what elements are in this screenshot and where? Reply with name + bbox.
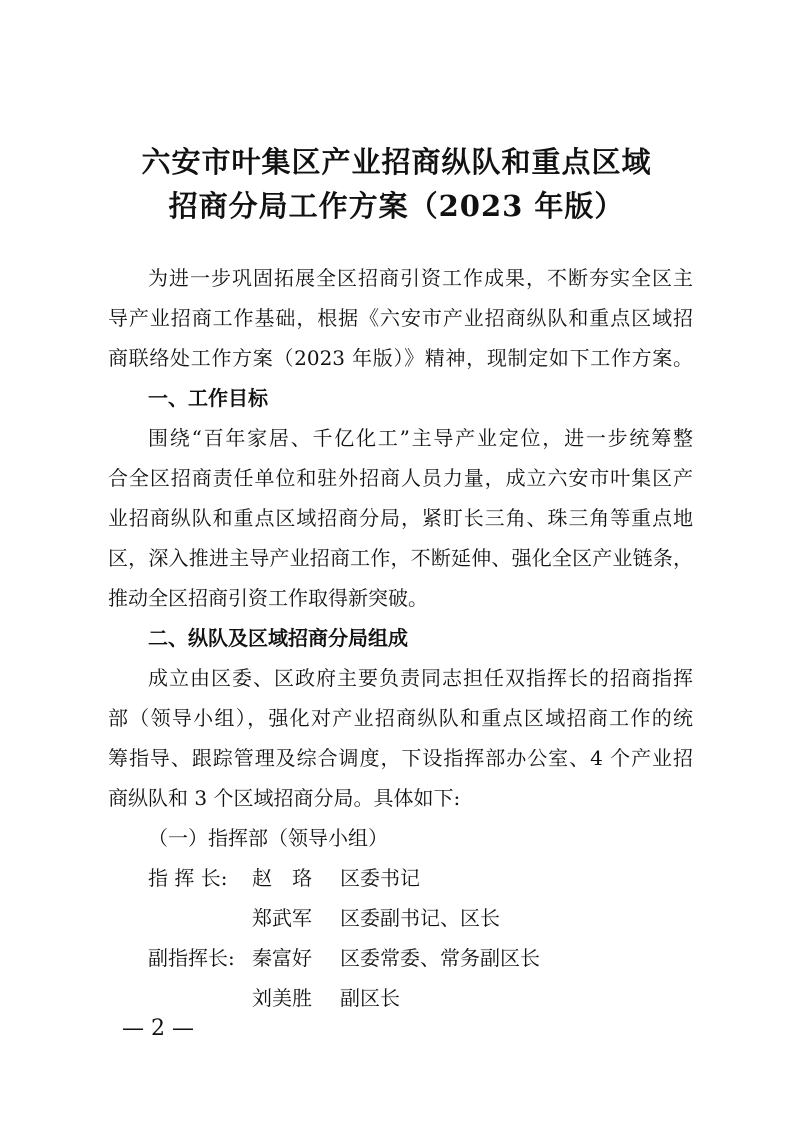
intro-line-2: 导产业招商工作基础，根据《六安市产业招商纵队和重点区域招 <box>108 306 693 330</box>
document-title-line-1: 六安市叶集区产业招商纵队和重点区域 <box>141 145 652 179</box>
deputy-2-name: 刘美胜 <box>252 986 312 1010</box>
commander-2-name: 郑武军 <box>252 906 312 930</box>
section-1-line-5: 推动全区招商引资工作取得新突破。 <box>108 586 428 610</box>
section-2-line-4: 商纵队和 3 个区域招商分局。具体如下: <box>108 786 461 810</box>
section-2-line-2: 部（领导小组），强化对产业招商纵队和重点区域招商工作的统 <box>108 706 693 730</box>
section-2-line-1: 成立由区委、区政府主要负责同志担任双指挥长的招商指挥 <box>148 666 693 690</box>
subsection-1-heading: （一）指挥部（领导小组） <box>148 826 388 850</box>
section-1-line-4: 区，深入推进主导产业招商工作，不断延伸、强化全区产业链条， <box>108 546 693 570</box>
commander-1-name: 赵 珞 <box>252 866 312 890</box>
section-1-line-2: 合全区招商责任单位和驻外招商人员力量，成立六安市叶集区产 <box>108 466 693 490</box>
deputy-1-title: 区委常委、常务副区长 <box>340 946 540 970</box>
intro-line-3: 商联络处工作方案（2023 年版）》精神，现制定如下工作方案。 <box>108 346 693 370</box>
section-1-line-1: 围绕“百年家居、千亿化工”主导产业定位，进一步统筹整 <box>148 426 693 450</box>
document-title-line-2: 招商分局工作方案（2023 年版） <box>168 189 625 223</box>
commander-role-label: 指 挥 长: <box>148 866 228 890</box>
section-2-line-3: 筹指导、跟踪管理及综合调度，下设指挥部办公室、4 个产业招 <box>108 746 693 770</box>
page-number: — 2 — <box>122 1016 194 1041</box>
commander-2-title: 区委副书记、区长 <box>340 906 500 930</box>
deputy-2-title: 副区长 <box>340 986 400 1010</box>
intro-line-1: 为进一步巩固拓展全区招商引资工作成果，不断夯实全区主 <box>148 266 693 290</box>
section-2-heading: 二、纵队及区域招商分局组成 <box>148 626 408 650</box>
deputy-1-name: 秦富好 <box>252 946 312 970</box>
deputy-role-label: 副指挥长: <box>148 946 235 970</box>
section-1-heading: 一、工作目标 <box>148 386 268 410</box>
section-1-line-3: 业招商纵队和重点区域招商分局，紧盯长三角、珠三角等重点地 <box>108 506 693 530</box>
commander-1-title: 区委书记 <box>340 866 420 890</box>
